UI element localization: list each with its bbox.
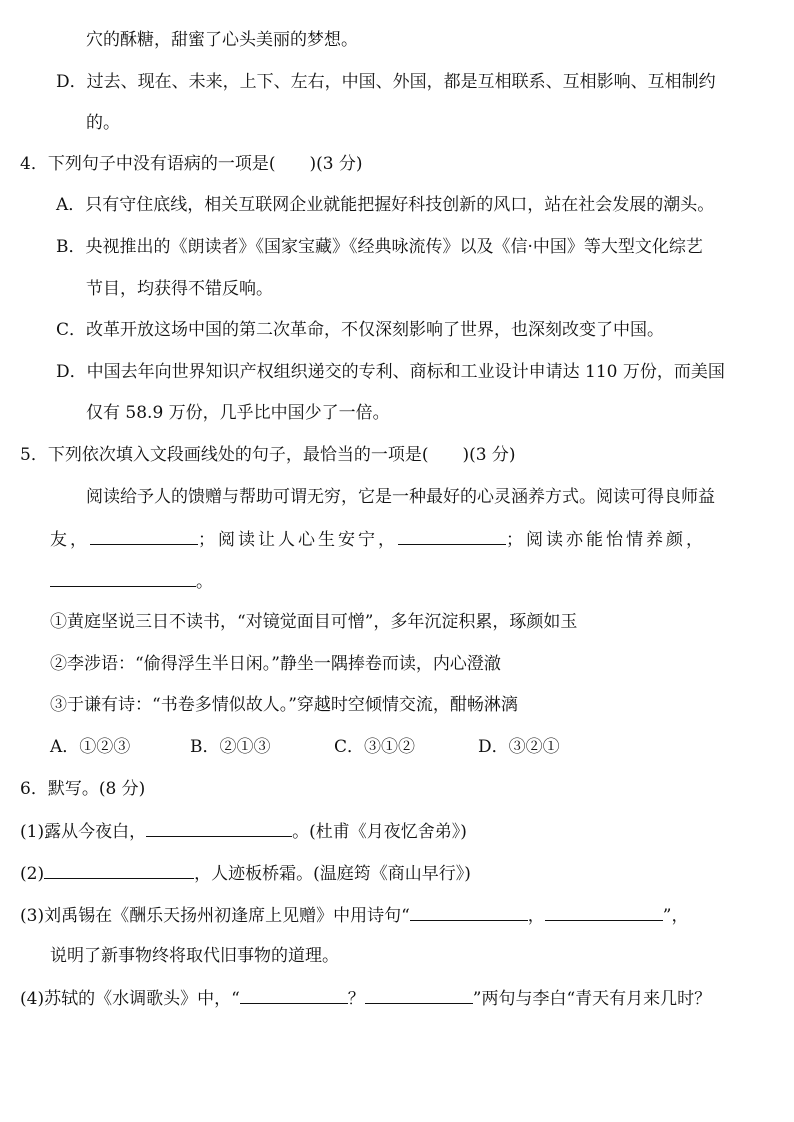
q5-stem: 5．下列依次填入文段画线处的句子，最恰当的一项是( )(3 分)	[20, 445, 516, 465]
q6-blank-2[interactable]	[44, 861, 194, 879]
q5-choice-d[interactable]: D．③②①	[478, 737, 560, 757]
q5-blank-3[interactable]	[50, 569, 196, 587]
q6-blank-4b[interactable]	[365, 986, 473, 1004]
q5-passage-part-b: ；阅读让人心生安宁，	[198, 530, 398, 550]
q5-sentence-3: ③于谦有诗：“书卷多情似故人。”穿越时空倾情交流，酣畅淋漓	[50, 695, 518, 715]
q6-item-1	[20, 819, 467, 844]
q5-passage-line3	[50, 569, 213, 594]
q6-item-2-prefix: (2)	[20, 864, 45, 884]
q5-passage-line2	[50, 527, 706, 552]
q4-option-c: C．改革开放这场中国的第二次革命，不仅深刻影响了世界，也深刻改变了中国。	[56, 320, 665, 340]
q4-option-b-line1: B．央视推出的《朗读者》《国家宝藏》《经典咏流传》以及《信·中国》等大型文化综艺	[56, 237, 703, 257]
q4-option-a: A．只有守住底线，相关互联网企业就能把握好科技创新的风口，站在社会发展的潮头。	[56, 195, 715, 215]
q3-option-d-line2: 的。	[86, 113, 120, 133]
q6-blank-1[interactable]	[146, 819, 292, 837]
q6-item-3-prefix: (3)刘禹锡在《酬乐天扬州初逢席上见赠》中用诗句“	[20, 906, 410, 926]
q6-item-3-line2: 说明了新事物终将取代旧事物的道理。	[50, 946, 339, 966]
q5-choice-c[interactable]: C．③①②	[334, 737, 416, 757]
q6-blank-4a[interactable]	[240, 986, 348, 1004]
q5-blank-2[interactable]	[398, 527, 506, 545]
q5-passage-line1: 阅读给予人的馈赠与帮助可谓无穷，它是一种最好的心灵涵养方式。阅读可得良师益	[86, 487, 715, 507]
q5-sentence-2: ②李涉语：“偷得浮生半日闲。”静坐一隅捧卷而读，内心澄澈	[50, 654, 501, 674]
q5-passage-part-a: 友，	[50, 530, 90, 550]
q4-option-d-line2: 仅有 58.9 万份，几乎比中国少了一倍。	[86, 403, 390, 423]
q5-choice-b[interactable]: B．②①③	[190, 737, 271, 757]
q3-option-d-line1: D．过去、现在、未来，上下、左右，中国、外国，都是互相联系、互相影响、互相制约	[56, 72, 716, 92]
q6-item-4-mid: ？	[347, 989, 365, 1009]
q6-item-2	[20, 861, 471, 886]
q6-item-4-prefix: (4)苏轼的《水调歌头》中，“	[20, 989, 240, 1009]
q6-item-2-suffix: ，人迹板桥霜。(温庭筠《商山早行》)	[194, 864, 471, 884]
q6-item-3-line1	[20, 903, 688, 928]
q5-blank-1[interactable]	[90, 527, 198, 545]
q6-stem: 6．默写。(8 分)	[20, 779, 146, 799]
q6-item-3-suffix: ”，	[662, 906, 689, 926]
q3-option-c-tail: 穴的酥糖，甜蜜了心头美丽的梦想。	[86, 30, 358, 50]
q5-passage-part-c: ；阅读亦能怡情养颜，	[506, 530, 706, 550]
q6-blank-3a[interactable]	[410, 903, 528, 921]
q5-sentence-1: ①黄庭坚说三日不读书，“对镜觉面目可憎”，多年沉淀积累，琢颜如玉	[50, 612, 578, 632]
q6-item-1-prefix: (1)露从今夜白，	[20, 822, 147, 842]
q5-passage-end: 。	[196, 572, 213, 592]
q6-item-1-suffix: 。(杜甫《月夜忆舍弟》)	[292, 822, 467, 842]
q4-option-b-line2: 节目，均获得不错反响。	[86, 279, 273, 299]
q6-item-4	[20, 986, 711, 1011]
q4-option-d-line1: D．中国去年向世界知识产权组织递交的专利、商标和工业设计申请达 110 万份，而美国	[56, 362, 725, 382]
q6-item-4-suffix: ”两句与李白“青天有月来几时？	[472, 989, 712, 1009]
q6-item-3-comma: ，	[527, 906, 545, 926]
q6-blank-3b[interactable]	[545, 903, 663, 921]
q4-stem: 4．下列句子中没有语病的一项是( )(3 分)	[20, 154, 363, 174]
q5-choice-a[interactable]: A．①②③	[50, 737, 131, 757]
